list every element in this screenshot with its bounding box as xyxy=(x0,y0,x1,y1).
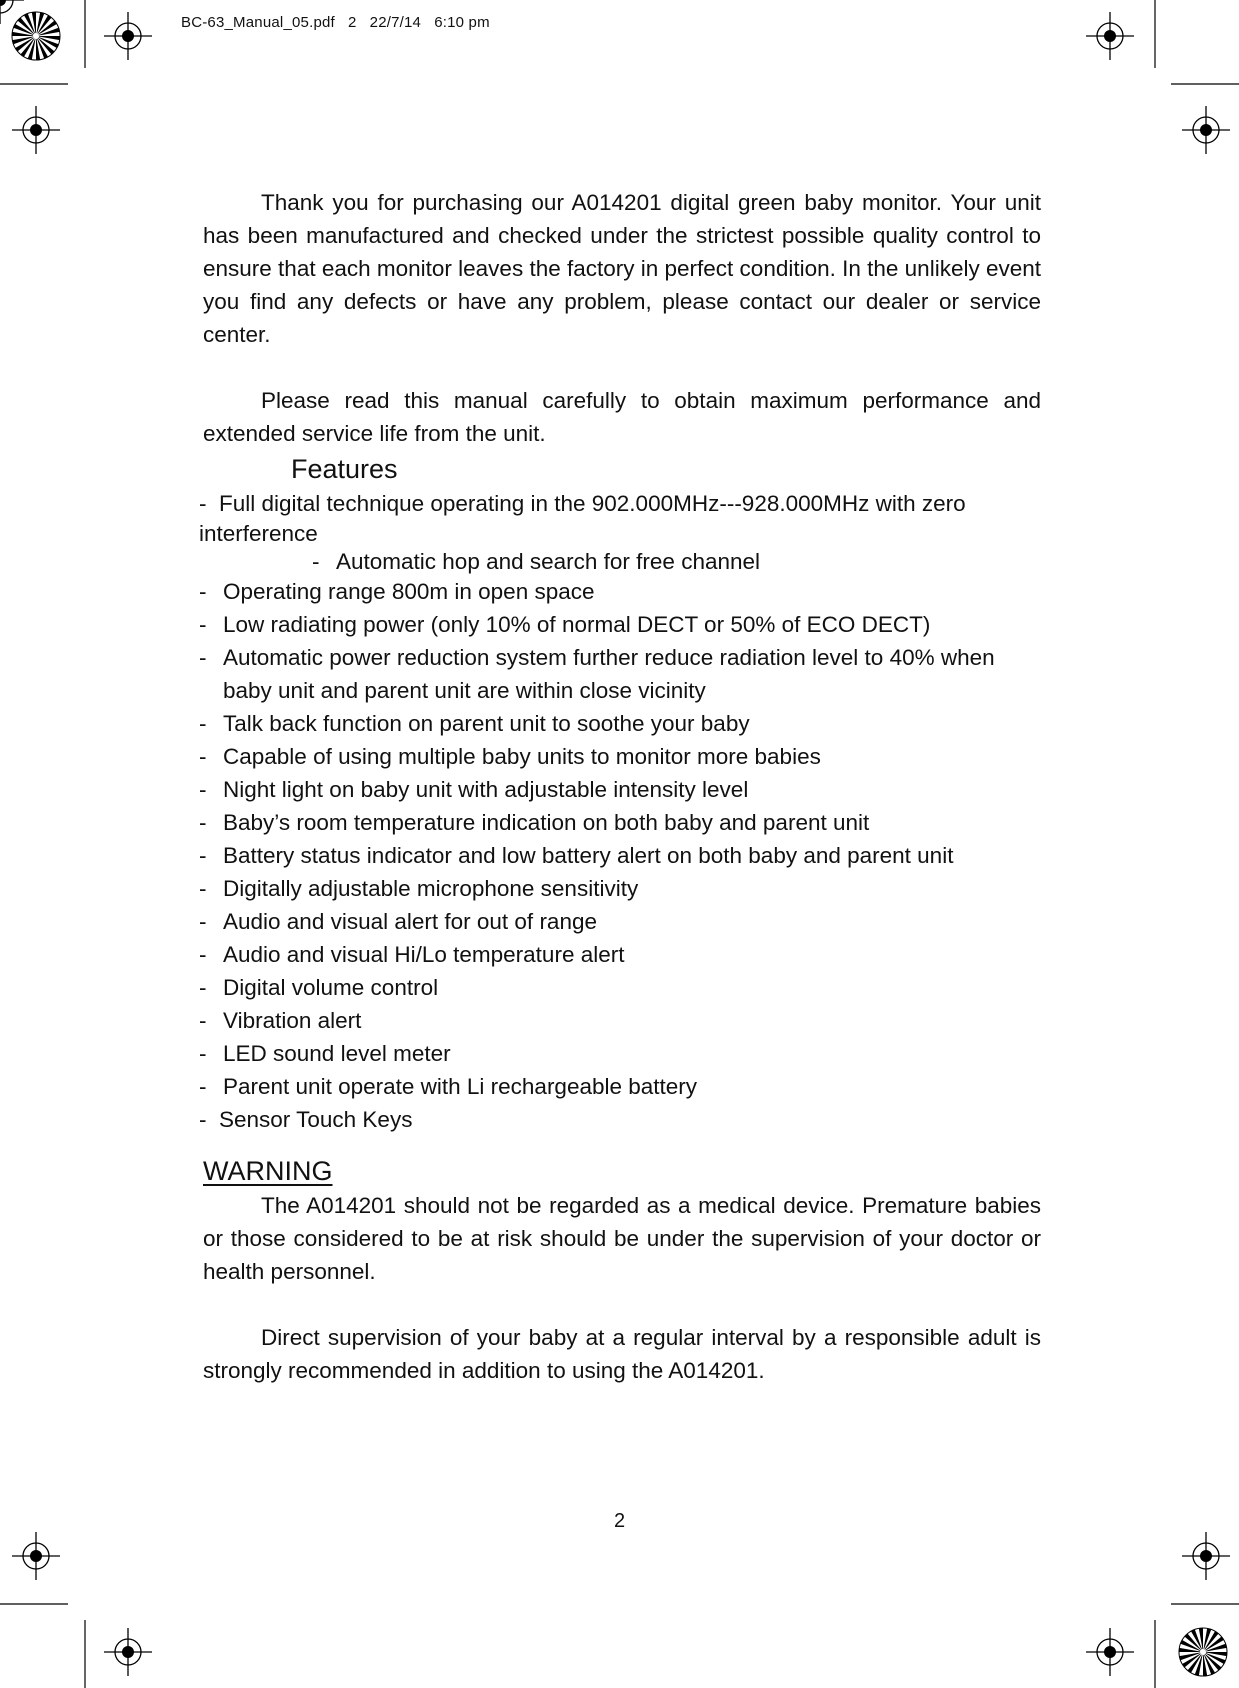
intro-paragraph: Thank you for purchasing our A014201 digital green baby monitor. Your unit has been manufactured and checked under the strictest possible quality control to ensure that each monitor leaves the factory in perfect condition. In the unlikely event you find any defects or have any problem, please contact our dealer or service center. xyxy=(203,190,1041,347)
feature-text: LED sound level meter xyxy=(223,1041,451,1066)
warning-paragraph: The A014201 should not be regarded as a medical device. Premature babies or those considered to be at risk should be under the supervision of your doctor or health personnel. xyxy=(203,1193,1041,1284)
radial-starburst-icon xyxy=(1179,1628,1227,1676)
feature-sub-item xyxy=(312,549,1041,575)
bullet-dash: - xyxy=(199,744,207,769)
bullet-dash: - xyxy=(199,942,207,967)
bullet-dash: - xyxy=(199,876,207,901)
bullet-dash: - xyxy=(199,491,207,516)
feature-item xyxy=(199,707,1041,740)
print-header: BC-63_Manual_05.pdf 2 22/7/14 6:10 pm xyxy=(181,14,490,31)
warning-heading: WARNING xyxy=(203,1156,333,1186)
feature-text: Battery status indicator and low battery alert on both baby and parent unit xyxy=(223,843,954,868)
feature-text: Digitally adjustable microphone sensitivity xyxy=(223,876,639,901)
feature-item xyxy=(199,806,1041,839)
features-heading: Features xyxy=(291,454,398,484)
feature-item xyxy=(199,773,1041,806)
bullet-dash: - xyxy=(199,711,207,736)
feature-item xyxy=(199,1070,1041,1103)
page-number: 2 xyxy=(613,1510,626,1532)
feature-text: Automatic hop and search for free channel xyxy=(336,549,761,574)
bullet-dash: - xyxy=(199,1008,207,1033)
bullet-dash: - xyxy=(199,579,207,604)
feature-text: Vibration alert xyxy=(223,1008,362,1033)
feature-item xyxy=(199,938,1041,971)
manual-page xyxy=(199,186,1041,1387)
feature-item xyxy=(199,1103,1041,1136)
feature-text: Digital volume control xyxy=(223,975,439,1000)
bullet-dash: - xyxy=(199,909,207,934)
feature-text: Sensor Touch Keys xyxy=(219,1107,413,1132)
feature-text: Night light on baby unit with adjustable intensity level xyxy=(223,777,749,802)
bullet-dash: - xyxy=(199,810,207,835)
bullet-dash: - xyxy=(199,777,207,802)
feature-text: Operating range 800m in open space xyxy=(223,579,595,604)
warning-paragraph: Direct supervision of your baby at a regular interval by a responsible adult is strongly recommended in addition to using the A014201. xyxy=(203,1325,1041,1383)
feature-item xyxy=(199,839,1041,872)
feature-text: Parent unit operate with Li rechargeable battery xyxy=(223,1074,698,1099)
feature-item xyxy=(199,971,1041,1004)
feature-text: Baby’s room temperature indication on both baby and parent unit xyxy=(223,810,870,835)
bullet-dash: - xyxy=(199,1074,207,1099)
radial-starburst-icon xyxy=(12,12,60,60)
bullet-dash: - xyxy=(199,612,207,637)
feature-text: Capable of using multiple baby units to monitor more babies xyxy=(223,744,821,769)
feature-item xyxy=(199,1037,1041,1070)
feature-text: Talk back function on parent unit to soothe your baby xyxy=(223,711,750,736)
bullet-dash: - xyxy=(199,843,207,868)
feature-text: Low radiating power (only 10% of normal DECT or 50% of ECO DECT) xyxy=(223,612,931,637)
bullet-dash: - xyxy=(199,975,207,1000)
feature-item xyxy=(199,575,1041,608)
feature-item xyxy=(199,489,1041,549)
features-list xyxy=(199,489,1041,1136)
feature-items xyxy=(199,575,1041,1103)
feature-item xyxy=(199,740,1041,773)
bullet-dash: - xyxy=(312,549,320,574)
bullet-dash: - xyxy=(199,645,207,670)
feature-item xyxy=(199,608,1041,641)
feature-item xyxy=(199,872,1041,905)
feature-text: Full digital technique operating in the 902.000MHz---928.000MHz with zero interference xyxy=(199,491,966,546)
feature-text: Automatic power reduction system further reduce radiation level to 40% when baby unit and parent unit are within close vicinity xyxy=(223,645,995,703)
feature-item xyxy=(199,641,1041,707)
feature-item xyxy=(199,905,1041,938)
intro-paragraph: Please read this manual carefully to obtain maximum performance and extended service life from the unit. xyxy=(203,388,1041,446)
feature-text: Audio and visual Hi/Lo temperature alert xyxy=(223,942,625,967)
feature-text: Audio and visual alert for out of range xyxy=(223,909,597,934)
bullet-dash: - xyxy=(199,1107,207,1132)
feature-item xyxy=(199,1004,1041,1037)
bullet-dash: - xyxy=(199,1041,207,1066)
